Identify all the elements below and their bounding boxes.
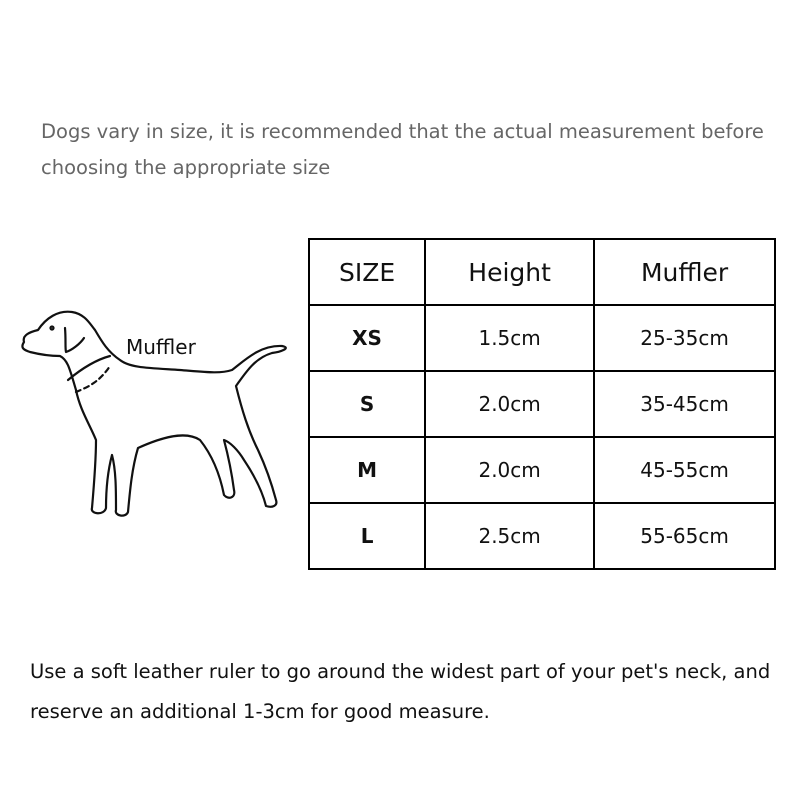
dog-illustration	[10, 290, 300, 530]
height-cell: 1.5cm	[425, 305, 594, 371]
size-cell: XS	[309, 305, 425, 371]
size-cell: S	[309, 371, 425, 437]
header-height: Height	[425, 239, 594, 305]
table-row	[309, 305, 775, 371]
height-cell: 2.5cm	[425, 503, 594, 569]
muffler-label: Muffler	[126, 335, 196, 359]
header-muffler: Muffler	[594, 239, 775, 305]
size-cell: L	[309, 503, 425, 569]
muffler-cell: 25-35cm	[594, 305, 775, 371]
muffler-cell: 55-65cm	[594, 503, 775, 569]
size-table	[308, 238, 776, 570]
intro-text: Dogs vary in size, it is recommended that the actual measurement before choosing the appropriate size	[41, 120, 764, 179]
height-cell: 2.0cm	[425, 371, 594, 437]
table-row	[309, 437, 775, 503]
table-row	[309, 503, 775, 569]
table-row	[309, 371, 775, 437]
size-cell: M	[309, 437, 425, 503]
muffler-cell: 45-55cm	[594, 437, 775, 503]
table-header-row	[309, 239, 775, 305]
muffler-cell: 35-45cm	[594, 371, 775, 437]
height-cell: 2.0cm	[425, 437, 594, 503]
header-size: SIZE	[309, 239, 425, 305]
measurement-note: Use a soft leather ruler to go around the widest part of your pet's neck, and reserve an additional 1-3cm for good measure.	[30, 660, 771, 723]
